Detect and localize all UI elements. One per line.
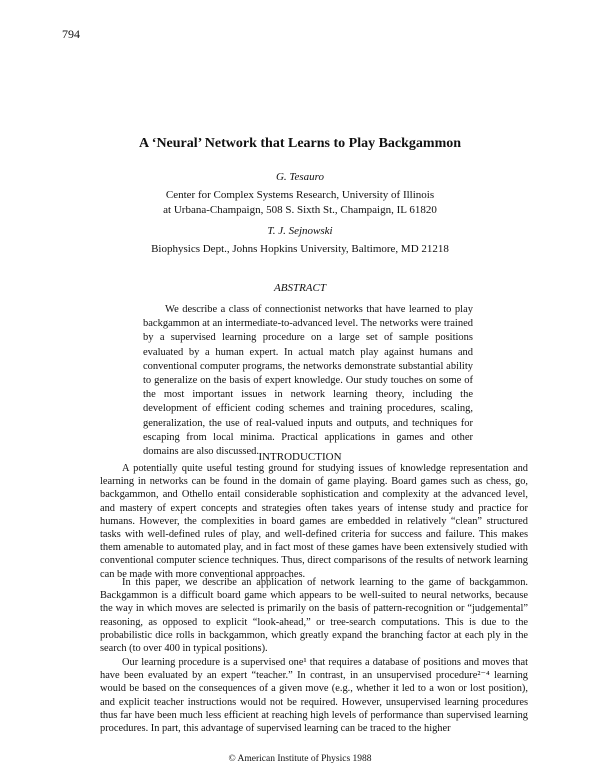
author-affiliation-line: at Urbana-Champaign, 508 S. Sixth St., Champaign, IL 61820 (163, 204, 437, 216)
abstract-text: We describe a class of connectionist networks that have learned to play backgammon at an intermediate-to-advanced level. The networks were trained by a supervised learning procedure on a large set of sample positions evaluated by a human expert. In actual match play against humans and conventional computer programs, the networks demonstrate substantial ability to generalize on the basis of expert knowledge. Our study touches on some of the most important issues in network learning theory, including the development of efficient coding schemes and training procedures, scaling, generalization, the use of real-valued inputs and outputs, and techniques for escaping from local minima. Practical applications in games and other domains are also discussed. (143, 304, 473, 458)
section-heading: INTRODUCTION (258, 451, 342, 463)
body-paragraph: A potentially quite useful testing ground for studying issues of knowledge representation and learning in networks can be found in the domain of game playing. Board games such as chess, go, backgammon, and Othello entail considerable sophistication and complexity at the advanced level, and mastery of expert concepts and strategies often takes years of intense study and practice for humans. However, the complexities in board games are embedded in relatively “clean” structured tasks with well-defined rules of play, and well-defined criteria for success and failure. This makes them amenable to automated play, and in fact most of these games have been extensively studied with conventional computer science techniques. Thus, direct comparisons of the results of network learning can be made with more conventional approaches. (100, 463, 528, 580)
paper-title: A ‘Neural’ Network that Learns to Play Backgammon (138, 136, 462, 151)
body-paragraph: Our learning procedure is a supervised one¹ that requires a database of positions and moves that have been evaluated by an expert “teacher.” In contrast, in an unsupervised procedure²⁻⁴ learning would be based on the consequences of a given move (e.g., whether it led to a won or lost position), and explicit teacher instructions would not be required. However, unsupervised learning procedures thus far have been much less efficient at reaching high levels of performance than supervised learning procedures. In part, this advantage of supervised learning can be traced to the higher (100, 657, 528, 735)
author-name: G. Tesauro (275, 171, 325, 183)
author-affiliation-line: Center for Complex Systems Research, University of Illinois (165, 189, 435, 201)
page-number: 794 (62, 27, 80, 41)
copyright-footer: © American Institute of Physics 1988 (228, 754, 372, 764)
author-name: T. J. Sejnowski (267, 225, 333, 237)
author-affiliation-line: Biophysics Dept., Johns Hopkins University, Baltimore, MD 21218 (151, 243, 449, 255)
abstract-heading: ABSTRACT (274, 282, 326, 294)
body-paragraph: In this paper, we describe an application of network learning to the game of backgammon. Backgammon is a difficult board game which appears to be well-suited to neural networks, because the way in which moves are selected is primarily on the basis of pattern-recognition or “judgemental” reasoning, as opposed to explicit “look-ahead,” or tree-search computations. This is due to the probabilistic dice rolls in backgammon, which greatly expand the branching factor at each ply in the search (to over 400 in typical positions). (100, 577, 528, 655)
